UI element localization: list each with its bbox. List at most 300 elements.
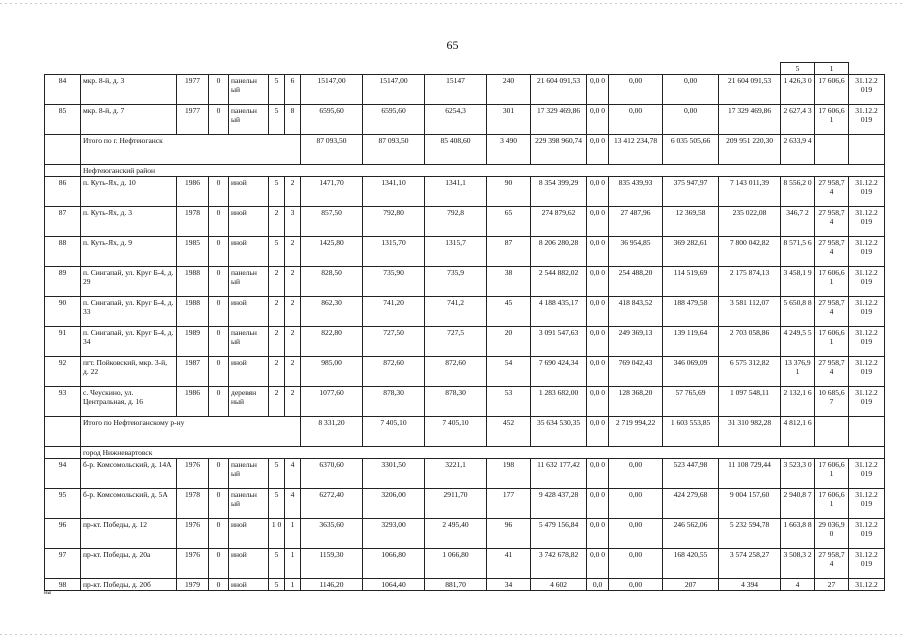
floors: 2 [269, 327, 285, 357]
area-residential: 881,70 [425, 579, 487, 591]
limit-cost: 27 958,7 4 [815, 177, 849, 207]
flag-zero: 0 [209, 579, 229, 591]
limit-cost: 27 958,7 4 [815, 237, 849, 267]
plan-date: 31.12.2 019 [849, 75, 885, 105]
fund-zero: 0,0 [587, 579, 609, 591]
entrances: 2 [285, 327, 301, 357]
stub-cell: 1 [815, 63, 849, 75]
flag-zero: 0 [209, 75, 229, 105]
header-stub-row [45, 63, 885, 75]
area-residential: 15147 [425, 75, 487, 105]
row-number: 91 [45, 327, 81, 357]
area-total: 3635,60 [301, 519, 363, 549]
fund-local: 369 282,61 [663, 237, 719, 267]
year-built: 1976 [177, 519, 209, 549]
fund-local: 375 947,97 [663, 177, 719, 207]
table-row [45, 489, 885, 519]
wall-material: иной [229, 177, 269, 207]
table-row [45, 267, 885, 297]
plan-date: 31.12.2 019 [849, 459, 885, 489]
wall-material: панельн ый [229, 267, 269, 297]
fund-regional: 0,00 [609, 549, 663, 579]
area-living: 878,30 [363, 387, 425, 417]
year-built: 1977 [177, 105, 209, 135]
fund-zero: 0,0 0 [587, 459, 609, 489]
total-row [45, 135, 885, 165]
area-total: 15147,00 [301, 75, 363, 105]
empty-cell [45, 417, 81, 447]
specific-cost: 3 508,3 2 [781, 549, 815, 579]
fund-regional: 254 488,20 [609, 267, 663, 297]
year-built: 1987 [177, 357, 209, 387]
table-row [45, 459, 885, 489]
floors: 1 0 [269, 519, 285, 549]
stub-cell: 5 [781, 63, 815, 75]
fund-zero: 0,0 0 [587, 387, 609, 417]
cost-total: 9 428 437,28 [531, 489, 587, 519]
entrances: 1 [285, 519, 301, 549]
area-residential: 1341,1 [425, 177, 487, 207]
fund-other: 31 310 982,28 [719, 417, 781, 447]
table-row [45, 297, 885, 327]
area-residential: 727,5 [425, 327, 487, 357]
fund-zero: 0,0 0 [587, 549, 609, 579]
flag-zero: 0 [209, 387, 229, 417]
fund-other: 4 394 [719, 579, 781, 591]
fund-regional: 418 843,52 [609, 297, 663, 327]
limit-cost: 27 958,7 4 [815, 357, 849, 387]
wall-material: иной [229, 207, 269, 237]
wall-material: иной [229, 579, 269, 591]
plan-date [849, 135, 885, 165]
entrances: 3 [285, 207, 301, 237]
fund-other: 17 329 469,86 [719, 105, 781, 135]
total-label: Итого по г. Нефтеюганск [81, 135, 301, 165]
limit-cost: 27 958,7 4 [815, 207, 849, 237]
area-total: 1146,20 [301, 579, 363, 591]
housing-table [44, 62, 885, 591]
area-residential: 3221,1 [425, 459, 487, 489]
specific-cost: 4 249,5 5 [781, 327, 815, 357]
fund-other: 6 575 312,82 [719, 357, 781, 387]
address: пр-кт. Победы, д. 20б [81, 579, 177, 591]
specific-cost: 2 132,1 6 [781, 387, 815, 417]
specific-cost: 2 627,4 3 [781, 105, 815, 135]
area-residential: 1 066,80 [425, 549, 487, 579]
fund-local: 424 279,68 [663, 489, 719, 519]
year-built: 1986 [177, 387, 209, 417]
area-living: 792,80 [363, 207, 425, 237]
plan-date: 31.12.2 019 [849, 105, 885, 135]
area-living: 1341,10 [363, 177, 425, 207]
plan-date: 31.12.2 019 [849, 549, 885, 579]
cost-total: 35 634 530,35 [531, 417, 587, 447]
area-total: 862,30 [301, 297, 363, 327]
area-living: 7 405,10 [363, 417, 425, 447]
fund-zero: 0,0 0 [587, 75, 609, 105]
section-row [45, 447, 885, 459]
flag-zero: 0 [209, 489, 229, 519]
section-label: Нефтеюганский район [81, 165, 885, 177]
empty-cell [45, 135, 81, 165]
wall-material: иной [229, 549, 269, 579]
address: мкр. 8-й, д. 3 [81, 75, 177, 105]
entrances: 2 [285, 297, 301, 327]
entrances: 2 [285, 267, 301, 297]
plan-date: 31.12.2 019 [849, 489, 885, 519]
row-number: 96 [45, 519, 81, 549]
limit-cost: 27 958,7 4 [815, 549, 849, 579]
fund-regional: 769 042,43 [609, 357, 663, 387]
wall-material: иной [229, 237, 269, 267]
wall-material: иной [229, 519, 269, 549]
row-number: 93 [45, 387, 81, 417]
entrances: 2 [285, 387, 301, 417]
wall-material: панельн ый [229, 459, 269, 489]
row-number: 85 [45, 105, 81, 135]
row-number: 89 [45, 267, 81, 297]
specific-cost: 3 523,3 0 [781, 459, 815, 489]
floors: 5 [269, 105, 285, 135]
fund-regional: 0,00 [609, 75, 663, 105]
flag-zero: 0 [209, 237, 229, 267]
year-built: 1978 [177, 489, 209, 519]
fund-zero: 0,0 0 [587, 519, 609, 549]
entrances: 8 [285, 105, 301, 135]
entrances: 2 [285, 237, 301, 267]
floors: 5 [269, 75, 285, 105]
specific-cost: 2 633,9 4 [781, 135, 815, 165]
fund-zero: 0,0 0 [587, 297, 609, 327]
fund-other: 235 022,08 [719, 207, 781, 237]
cost-total: 8 206 280,28 [531, 237, 587, 267]
table-row [45, 207, 885, 237]
plan-date [849, 417, 885, 447]
area-total: 985,00 [301, 357, 363, 387]
fund-local: 57 765,69 [663, 387, 719, 417]
area-total: 1077,60 [301, 387, 363, 417]
fund-other: 5 232 594,78 [719, 519, 781, 549]
flag-zero: 0 [209, 549, 229, 579]
address: п. Куть-Ях, д. 10 [81, 177, 177, 207]
area-residential: 7 405,10 [425, 417, 487, 447]
fund-local: 246 562,06 [663, 519, 719, 549]
area-living: 727,50 [363, 327, 425, 357]
table-row [45, 327, 885, 357]
scan-artifact-bottom [0, 634, 905, 635]
fund-regional: 0,00 [609, 519, 663, 549]
area-total: 6370,60 [301, 459, 363, 489]
specific-cost: 1 663,8 8 [781, 519, 815, 549]
row-number: 95 [45, 489, 81, 519]
area-living: 735,90 [363, 267, 425, 297]
residents-count: 177 [487, 489, 531, 519]
fund-zero: 0,0 0 [587, 417, 609, 447]
area-residential: 878,30 [425, 387, 487, 417]
address: п. Сингапай, ул. Круг Б-4, д. 33 [81, 297, 177, 327]
specific-cost: 1 426,3 0 [781, 75, 815, 105]
fund-other: 2 175 874,13 [719, 267, 781, 297]
address: пгт. Пойковский, мкр. 3-й, д. 22 [81, 357, 177, 387]
limit-cost: 17 606,6 1 [815, 327, 849, 357]
floors: 5 [269, 177, 285, 207]
plan-date: 31.12.2 019 [849, 387, 885, 417]
table-row [45, 387, 885, 417]
floors: 5 [269, 237, 285, 267]
plan-date: 31.12.2 019 [849, 177, 885, 207]
floors: 5 [269, 579, 285, 591]
table-body [45, 63, 885, 591]
floors: 2 [269, 267, 285, 297]
area-living: 872,60 [363, 357, 425, 387]
wall-material: панельн ый [229, 327, 269, 357]
table-row [45, 519, 885, 549]
floors: 5 [269, 549, 285, 579]
address: пр-кт. Победы, д. 12 [81, 519, 177, 549]
fund-other: 7 800 042,82 [719, 237, 781, 267]
address: мкр. 8-й, д. 7 [81, 105, 177, 135]
residents-count: 240 [487, 75, 531, 105]
fund-local: 523 447,98 [663, 459, 719, 489]
residents-count: 65 [487, 207, 531, 237]
area-living: 1315,70 [363, 237, 425, 267]
entrances: 2 [285, 357, 301, 387]
floors: 2 [269, 357, 285, 387]
row-number: 84 [45, 75, 81, 105]
cost-total: 17 329 469,86 [531, 105, 587, 135]
residents-count: 45 [487, 297, 531, 327]
fund-other: 9 004 157,60 [719, 489, 781, 519]
limit-cost: 17 606,6 1 [815, 459, 849, 489]
footer-text: на [44, 588, 51, 596]
fund-local: 12 369,58 [663, 207, 719, 237]
address: п. Куть-Ях, д. 3 [81, 207, 177, 237]
table-row [45, 177, 885, 207]
specific-cost: 8 571,5 6 [781, 237, 815, 267]
fund-regional: 249 369,13 [609, 327, 663, 357]
fund-local: 1 603 553,85 [663, 417, 719, 447]
flag-zero: 0 [209, 327, 229, 357]
entrances: 2 [285, 177, 301, 207]
area-living: 741,20 [363, 297, 425, 327]
area-residential: 6254,3 [425, 105, 487, 135]
specific-cost: 4 812,1 6 [781, 417, 815, 447]
entrances: 1 [285, 579, 301, 591]
fund-zero: 0,0 0 [587, 237, 609, 267]
flag-zero: 0 [209, 105, 229, 135]
flag-zero: 0 [209, 297, 229, 327]
area-living: 87 093,50 [363, 135, 425, 165]
floors: 2 [269, 387, 285, 417]
plan-date: 31.12.2 019 [849, 297, 885, 327]
limit-cost [815, 417, 849, 447]
fund-other: 1 097 548,11 [719, 387, 781, 417]
cost-total: 4 602 [531, 579, 587, 591]
fund-regional: 0,00 [609, 579, 663, 591]
cost-total: 11 632 177,42 [531, 459, 587, 489]
floors: 2 [269, 297, 285, 327]
year-built: 1985 [177, 237, 209, 267]
area-living: 6595,60 [363, 105, 425, 135]
table-row [45, 357, 885, 387]
table-row [45, 549, 885, 579]
limit-cost [815, 135, 849, 165]
area-living: 1066,80 [363, 549, 425, 579]
fund-regional: 36 954,85 [609, 237, 663, 267]
fund-zero: 0,0 0 [587, 207, 609, 237]
limit-cost: 10 685,6 7 [815, 387, 849, 417]
area-total: 828,50 [301, 267, 363, 297]
fund-zero: 0,0 0 [587, 135, 609, 165]
table-row [45, 75, 885, 105]
area-total: 8 331,20 [301, 417, 363, 447]
area-living: 15147,00 [363, 75, 425, 105]
cost-total: 8 354 399,29 [531, 177, 587, 207]
row-number: 90 [45, 297, 81, 327]
cost-total: 2 544 882,02 [531, 267, 587, 297]
fund-other: 3 581 112,07 [719, 297, 781, 327]
entrances: 6 [285, 75, 301, 105]
flag-zero: 0 [209, 519, 229, 549]
cost-total: 4 188 435,17 [531, 297, 587, 327]
fund-other: 21 604 091,53 [719, 75, 781, 105]
year-built: 1977 [177, 75, 209, 105]
year-built: 1989 [177, 327, 209, 357]
fund-zero: 0,0 0 [587, 327, 609, 357]
area-total: 6272,40 [301, 489, 363, 519]
fund-local: 168 420,55 [663, 549, 719, 579]
flag-zero: 0 [209, 207, 229, 237]
table-row [45, 579, 885, 591]
area-total: 822,80 [301, 327, 363, 357]
address: п. Сингапай, ул. Круг Б-4, д. 29 [81, 267, 177, 297]
cost-total: 3 091 547,63 [531, 327, 587, 357]
cost-total: 21 604 091,53 [531, 75, 587, 105]
empty-cell [45, 165, 81, 177]
wall-material: панельн ый [229, 489, 269, 519]
limit-cost: 27 958,7 4 [815, 297, 849, 327]
fund-zero: 0,0 0 [587, 489, 609, 519]
fund-regional: 835 439,93 [609, 177, 663, 207]
address: пр-кт. Победы, д. 20а [81, 549, 177, 579]
row-number: 86 [45, 177, 81, 207]
residents-count: 54 [487, 357, 531, 387]
entrances: 4 [285, 459, 301, 489]
plan-date: 31.12.2 019 [849, 357, 885, 387]
fund-local: 114 519,69 [663, 267, 719, 297]
address: с. Чеускино, ул. Центральная, д. 16 [81, 387, 177, 417]
limit-cost: 17 606,6 1 [815, 105, 849, 135]
fund-zero: 0,0 0 [587, 357, 609, 387]
area-total: 87 093,50 [301, 135, 363, 165]
flag-zero: 0 [209, 177, 229, 207]
year-built: 1976 [177, 459, 209, 489]
year-built: 1976 [177, 549, 209, 579]
section-label: город Нижневартовск [81, 447, 885, 459]
row-number: 87 [45, 207, 81, 237]
specific-cost: 13 376,9 1 [781, 357, 815, 387]
flag-zero: 0 [209, 459, 229, 489]
area-residential: 2911,70 [425, 489, 487, 519]
area-residential: 792,8 [425, 207, 487, 237]
residents-count: 41 [487, 549, 531, 579]
residents-count: 20 [487, 327, 531, 357]
floors: 5 [269, 459, 285, 489]
year-built: 1978 [177, 207, 209, 237]
year-built: 1986 [177, 177, 209, 207]
fund-regional: 27 487,96 [609, 207, 663, 237]
limit-cost: 27 [815, 579, 849, 591]
fund-regional: 128 368,20 [609, 387, 663, 417]
fund-regional: 13 412 234,78 [609, 135, 663, 165]
residents-count: 301 [487, 105, 531, 135]
area-total: 1425,80 [301, 237, 363, 267]
fund-zero: 0,0 0 [587, 267, 609, 297]
area-living: 1064,40 [363, 579, 425, 591]
fund-other: 209 951 220,30 [719, 135, 781, 165]
plan-date: 31.12.2 019 [849, 267, 885, 297]
area-living: 3301,50 [363, 459, 425, 489]
fund-other: 11 108 729,44 [719, 459, 781, 489]
page-number: 65 [446, 38, 459, 52]
fund-local: 0,00 [663, 75, 719, 105]
wall-material: иной [229, 357, 269, 387]
residents-count: 53 [487, 387, 531, 417]
area-residential: 1315,7 [425, 237, 487, 267]
cost-total: 229 398 960,74 [531, 135, 587, 165]
fund-local: 139 119,64 [663, 327, 719, 357]
fund-local: 6 035 505,66 [663, 135, 719, 165]
fund-regional: 0,00 [609, 489, 663, 519]
row-number: 97 [45, 549, 81, 579]
residents-count: 452 [487, 417, 531, 447]
plan-date: 31.12.2 [849, 579, 885, 591]
area-total: 857,50 [301, 207, 363, 237]
wall-material: деревян ный [229, 387, 269, 417]
year-built: 1988 [177, 297, 209, 327]
area-residential: 85 408,60 [425, 135, 487, 165]
floors: 5 [269, 489, 285, 519]
residents-count: 3 490 [487, 135, 531, 165]
area-total: 1471,70 [301, 177, 363, 207]
address: б-р. Комсомольский, д. 5А [81, 489, 177, 519]
year-built: 1988 [177, 267, 209, 297]
area-residential: 735,9 [425, 267, 487, 297]
entrances: 1 [285, 549, 301, 579]
wall-material: иной [229, 297, 269, 327]
row-number: 92 [45, 357, 81, 387]
wall-material: панельн ый [229, 75, 269, 105]
residents-count: 198 [487, 459, 531, 489]
plan-date: 31.12.2 019 [849, 237, 885, 267]
year-built: 1979 [177, 579, 209, 591]
plan-date: 31.12.2 019 [849, 207, 885, 237]
total-row [45, 417, 885, 447]
specific-cost: 4 [781, 579, 815, 591]
floors: 2 [269, 207, 285, 237]
residents-count: 90 [487, 177, 531, 207]
table-row [45, 237, 885, 267]
row-number: 88 [45, 237, 81, 267]
limit-cost: 17 606,6 1 [815, 267, 849, 297]
limit-cost: 17 606,6 [815, 75, 849, 105]
fund-zero: 0,0 0 [587, 177, 609, 207]
fund-zero: 0,0 0 [587, 105, 609, 135]
entrances: 4 [285, 489, 301, 519]
scan-artifact-top [0, 3, 905, 4]
area-living: 3206,00 [363, 489, 425, 519]
fund-other: 3 574 258,27 [719, 549, 781, 579]
